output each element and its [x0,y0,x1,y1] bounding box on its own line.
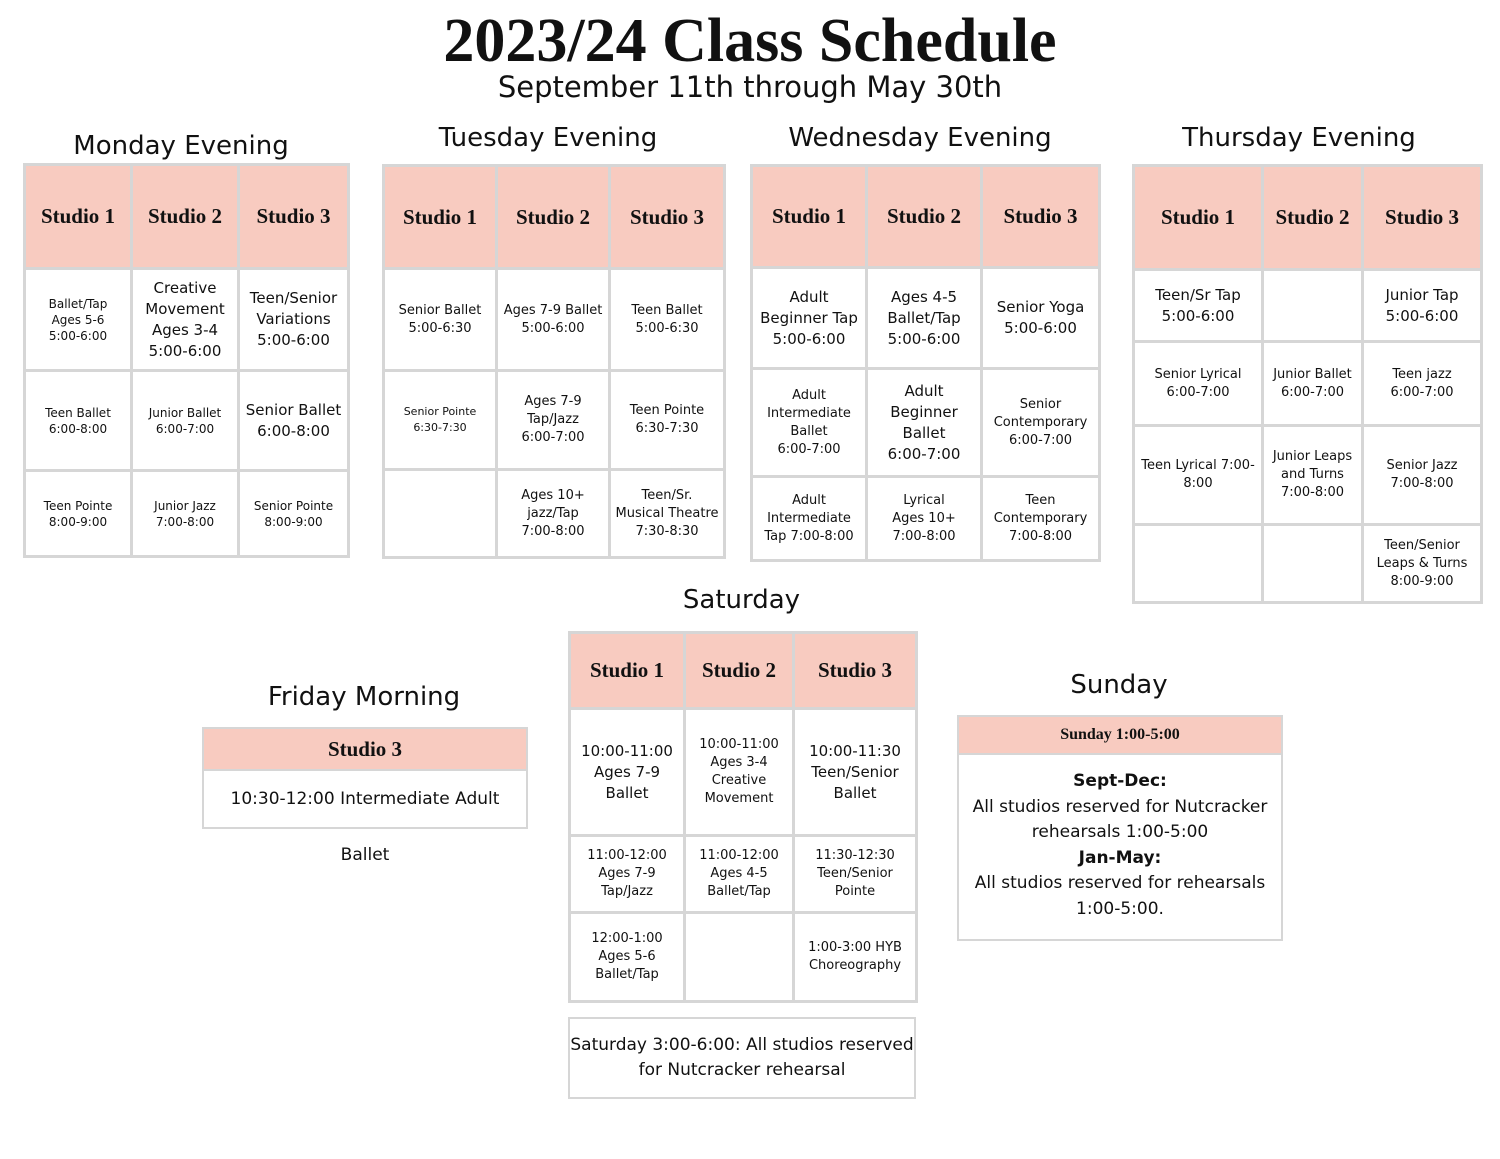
saturday-table [568,631,918,1003]
class-cell: Senior Pointe 8:00-9:00 [239,471,349,557]
sunday-header: Sunday 1:00-5:00 [959,717,1281,755]
class-cell: Ballet/Tap Ages 5-6 5:00-6:00 [25,269,132,371]
class-cell: 1:00-3:00 HYB Choreography [794,913,917,1002]
class-cell: Senior Ballet 5:00-6:30 [384,269,497,371]
thursday-studio-2-header: Studio 2 [1263,166,1363,270]
friday-class: 10:30-12:00 Intermediate Adult Ballet [230,789,500,865]
class-cell: Senior Yoga 5:00-6:00 [982,268,1100,369]
sunday-label-sept-dec: Sept-Dec: [1073,771,1167,791]
class-cell: Junior Leaps and Turns 7:00-8:00 [1263,426,1363,525]
class-cell: 10:00-11:00 Ages 3-4 Creative Movement [685,709,794,836]
thursday-studio-3-header: Studio 3 [1363,166,1482,270]
saturday-note: Saturday 3:00-6:00: All studios reserved for Nutcracker rehearsal [568,1017,916,1099]
class-cell: Teen/Senior Leaps & Turns 8:00-9:00 [1363,525,1482,603]
saturday-studio-3-header: Studio 3 [794,633,917,709]
sunday-box [957,715,1283,941]
monday-studio-2-header: Studio 2 [132,165,239,269]
tuesday-studio-3-header: Studio 3 [610,166,725,269]
class-cell-empty [1263,525,1363,603]
friday-title: Friday Morning [267,682,461,712]
class-cell: Junior Jazz 7:00-8:00 [132,471,239,557]
class-cell: Teen Lyrical 7:00- 8:00 [1134,426,1263,525]
class-cell-empty [1263,270,1363,342]
class-cell: Senior Ballet 6:00-8:00 [239,371,349,471]
monday-table [23,163,350,558]
class-cell: 10:00-11:30 Teen/Senior Ballet [794,709,917,836]
class-cell: Creative Movement Ages 3-4 5:00-6:00 [132,269,239,371]
saturday-studio-1-header: Studio 1 [570,633,685,709]
wednesday-table [750,164,1101,562]
class-cell: Teen Pointe 6:30-7:30 [610,371,725,470]
wednesday-studio-3-header: Studio 3 [982,166,1100,268]
class-cell: 11:00-12:00 Ages 4-5 Ballet/Tap [685,836,794,913]
page-title: 2023/24 Class Schedule [443,7,1057,75]
class-cell: Senior Lyrical 6:00-7:00 [1134,342,1263,426]
tuesday-title: Tuesday Evening [438,123,658,153]
wednesday-studio-1-header: Studio 1 [752,166,867,268]
thursday-title: Thursday Evening [1182,123,1416,153]
sunday-label-jan-may: Jan-May: [1078,847,1162,868]
wednesday-title: Wednesday Evening [788,123,1052,153]
class-cell: Ages 10+ jazz/Tap 7:00-8:00 [497,470,610,558]
class-cell: 11:30-12:30 Teen/Senior Pointe [794,836,917,913]
monday-title: Monday Evening [73,131,289,161]
class-cell: Senior Contemporary 6:00-7:00 [982,369,1100,477]
class-cell: Teen jazz 6:00-7:00 [1363,342,1482,426]
class-cell-empty [685,913,794,1002]
sunday-text-jan-may: All studios reserved for rehearsals 1:00-5:00. [974,873,1266,919]
wednesday-studio-2-header: Studio 2 [867,166,982,268]
tuesday-studio-2-header: Studio 2 [497,166,610,269]
class-cell: Adult Beginner Tap 5:00-6:00 [752,268,867,369]
class-cell: Teen/Sr. Musical Theatre 7:30-8:30 [610,470,725,558]
class-cell: Teen/Senior Variations 5:00-6:00 [239,269,349,371]
class-cell: Teen Ballet 6:00-8:00 [25,371,132,471]
class-cell: Adult Intermediate Ballet 6:00-7:00 [752,369,867,477]
saturday-studio-2-header: Studio 2 [685,633,794,709]
class-cell: Adult Beginner Ballet 6:00-7:00 [867,369,982,477]
class-cell-empty [384,470,497,558]
class-cell: Junior Ballet 6:00-7:00 [132,371,239,471]
tuesday-table [382,164,726,559]
sunday-text-sept-dec: All studios reserved for Nutcracker rehearsals 1:00-5:00 [972,796,1268,842]
class-cell: Teen Ballet 5:00-6:30 [610,269,725,371]
class-cell: Teen/Sr Tap 5:00-6:00 [1134,270,1263,342]
class-cell: 10:00-11:00 Ages 7-9 Ballet [570,709,685,836]
page-subtitle: September 11th through May 30th [497,70,1003,104]
class-cell: Ages 7-9 Tap/Jazz 6:00-7:00 [497,371,610,470]
thursday-studio-1-header: Studio 1 [1134,166,1263,270]
class-cell-empty [1134,525,1263,603]
class-cell: Ages 7-9 Ballet 5:00-6:00 [497,269,610,371]
class-cell: Adult Intermediate Tap 7:00-8:00 [752,477,867,561]
thursday-table [1132,164,1483,604]
class-cell: Teen Pointe 8:00-9:00 [25,471,132,557]
monday-studio-3-header: Studio 3 [239,165,349,269]
class-cell: Junior Tap 5:00-6:00 [1363,270,1482,342]
monday-studio-1-header: Studio 1 [25,165,132,269]
class-cell: 11:00-12:00 Ages 7-9 Tap/Jazz [570,836,685,913]
class-cell: Lyrical Ages 10+ 7:00-8:00 [867,477,982,561]
tuesday-studio-1-header: Studio 1 [384,166,497,269]
class-cell: Senior Jazz 7:00-8:00 [1363,426,1482,525]
friday-studio-header: Studio 3 [204,729,526,771]
class-cell: Junior Ballet 6:00-7:00 [1263,342,1363,426]
class-cell: Ages 4-5 Ballet/Tap 5:00-6:00 [867,268,982,369]
sunday-body [959,755,1281,922]
class-cell: 12:00-1:00 Ages 5-6 Ballet/Tap [570,913,685,1002]
class-cell: Teen Contemporary 7:00-8:00 [982,477,1100,561]
saturday-title: Saturday [682,585,801,615]
sunday-title: Sunday [1070,670,1168,700]
friday-box [202,727,528,865]
class-cell: Senior Pointe 6:30-7:30 [384,371,497,470]
